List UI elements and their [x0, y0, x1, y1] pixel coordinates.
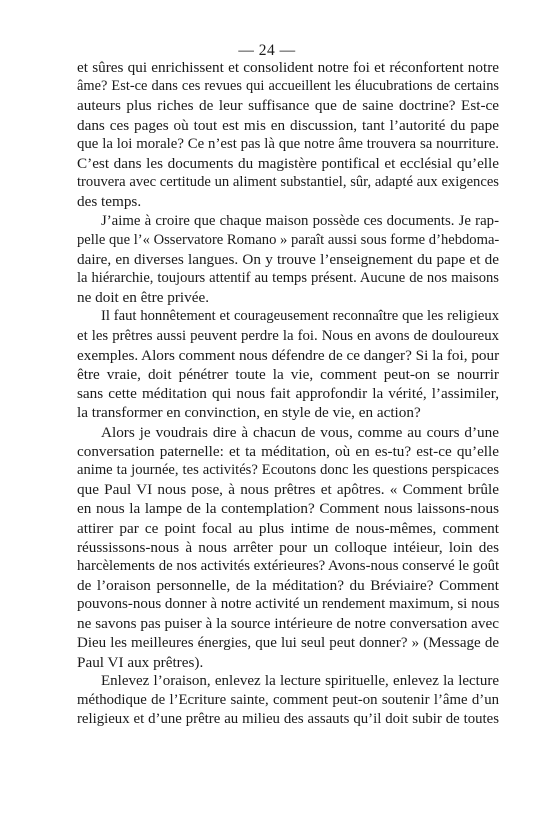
body-text [77, 58, 499, 730]
text-line: dans ces pages où tout est mis en discussion, tant l’autorité du pape [77, 116, 499, 134]
text-line: que la loi morale? Ce n’est pas là que notre âme trouvera sa nourriture. [77, 135, 499, 152]
text-line: auteurs plus riches de leur suffisance que de saine doctrine? Est-ce [77, 97, 499, 115]
text-line: et les prêtres aussi peuvent perdre la foi. Nous en avons de douloureux [77, 327, 499, 344]
text-line: pelle que l’« Osservatore Romano » paraît aussi sous forme d’hebdoma- [77, 231, 500, 248]
text-line: en nous la lampe de la contemplation? Comment nous laissons-nous [77, 500, 499, 518]
text-line: daire, en diverses langues. On y trouve l’enseignement du pape et de [77, 250, 499, 268]
text-line: pouvons-nous donner à notre activité un rendement maximum, si nous [77, 596, 500, 613]
page-number: — 24 — [238, 42, 296, 59]
text-line: Paul VI aux prêtres). [77, 653, 204, 671]
text-line: être vraie, doit pénétrer toute la vie, comment peut-on se nourrir [77, 366, 499, 383]
text-line: réussissons-nous à nous arrêter pour un colloque intéieur, loin des [77, 538, 499, 556]
text-line: attirer par ce point focal au plus intime de nous-mêmes, comment [77, 519, 499, 537]
text-line: exemples. Alors comment nous défendre de ce danger? Si la foi, pour [77, 346, 500, 364]
text-line: des temps. [77, 193, 142, 211]
text-line: Enlevez l’oraison, enlevez la lecture spirituelle, enlevez la lecture [101, 673, 499, 689]
text-line: anime ta journée, tes activités? Ecoutons donc les questions perspicaces [77, 461, 499, 478]
text-line: religieux et d’une prêtre au milieu des assauts qu’il doit subir de toutes [77, 711, 499, 728]
text-line: C’est dans les documents du magistère pontifical et ecclésial qu’elle [77, 154, 499, 172]
text-line: la transformer en convinction, en style de vie, en action? [77, 404, 421, 422]
text-line: sans cette méditation qui nous fait approfondir la vérité, l’assimiler, [77, 385, 499, 403]
text-line: ne doit en être privée. [77, 289, 209, 307]
text-line: âme? Est-ce dans ces revues qui accueillent les élucubrations de certains [77, 78, 499, 95]
text-line: ne savons pas puiser à la source intérieure de notre conversation avec [77, 615, 499, 633]
text-line: Il faut honnêtement et courageusement reconnaître que les religieux [101, 308, 499, 325]
text-line: J’aime à croire que chaque maison possède ces documents. Je rap- [101, 212, 499, 229]
text-line: et sûres qui enrichissent et consolident notre foi et réconfortent notre [77, 59, 499, 76]
text-line: Alors je voudrais dire à chacun de vous, comme au cours d’une [101, 423, 499, 441]
text-line: conversation paternelle: et ta méditation, où en es-tu? est-ce qu’elle [77, 442, 499, 460]
text-line: Dieu les meilleures énergies, que lui seul peut donner? » (Message de [77, 634, 499, 651]
text-line: que Paul VI nous pose, à nous prêtres et apôtres. « Comment brûle [77, 481, 499, 499]
text-line: méthodique de l’Ecriture sainte, comment peut-on soutenir l’âme d’un [77, 692, 499, 709]
text-line: trouvera avec certitude un aliment substantiel, sûr, adapté aux exigences [77, 174, 499, 191]
text-line: harcèlements de nos activités extérieures? Avons-nous conservé le goût [77, 557, 500, 574]
text-line: la hiérarchie, toujours attentif au temps présent. Aucune de nos maisons [77, 270, 499, 287]
text-line: de l’oraison personnelle, de la méditation? du Bréviaire? Comment [77, 577, 499, 595]
